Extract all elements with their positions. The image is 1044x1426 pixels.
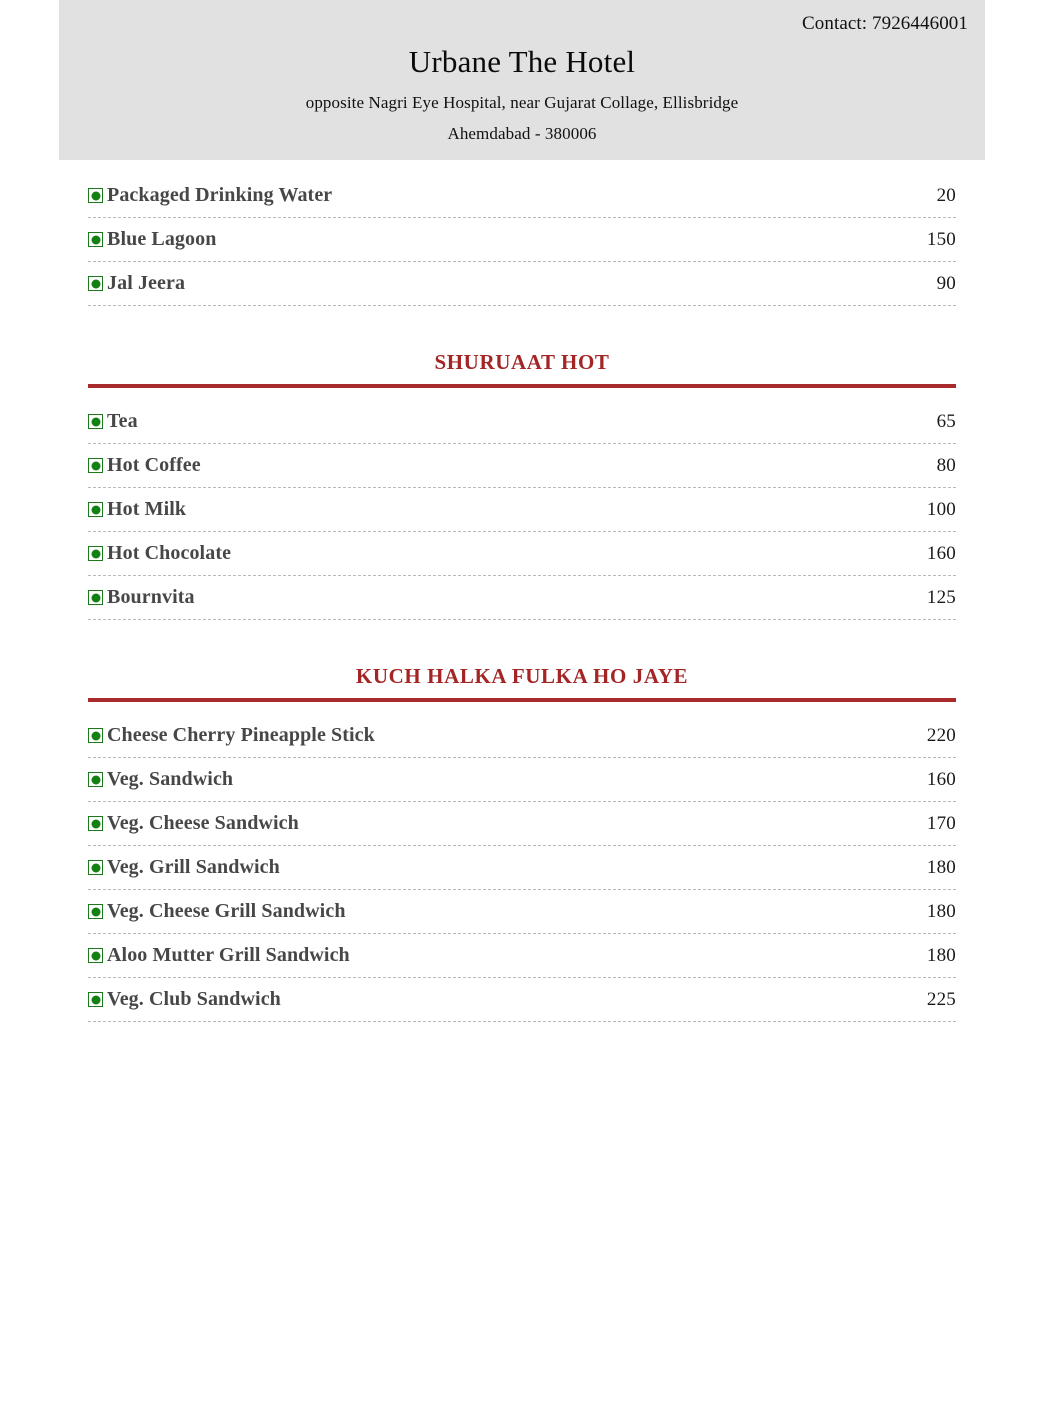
menu-item-left	[88, 812, 907, 835]
veg-indicator-icon	[88, 772, 103, 787]
menu-item-name: Tea	[107, 410, 138, 432]
menu-item-row[interactable]	[88, 400, 956, 444]
menu-item-row[interactable]	[88, 444, 956, 488]
menu-item-left	[88, 988, 907, 1011]
contact-number: Contact: 7926446001	[801, 13, 968, 34]
menu-item-left	[88, 498, 907, 521]
menu-item-price: 180	[926, 856, 956, 878]
menu-item-row[interactable]	[88, 174, 956, 218]
section-divider-rule	[88, 698, 956, 702]
menu-item-row[interactable]	[88, 714, 956, 758]
menu-item-left	[88, 454, 917, 477]
menu-item-list	[88, 708, 956, 1022]
menu-item-price: 220	[926, 724, 956, 746]
menu-item-name: Jal Jeera	[107, 272, 186, 294]
menu-item-price: 90	[936, 272, 956, 294]
veg-indicator-icon	[88, 546, 103, 561]
menu-item-name: Veg. Cheese Sandwich	[107, 812, 299, 834]
veg-indicator-icon	[88, 816, 103, 831]
menu-item-name: Hot Coffee	[107, 454, 201, 476]
veg-indicator-icon	[88, 992, 103, 1007]
menu-item-price: 100	[926, 498, 956, 520]
menu-item-name: Veg. Club Sandwich	[107, 988, 281, 1010]
menu-item-price: 160	[926, 542, 956, 564]
veg-indicator-icon	[88, 904, 103, 919]
menu-item-left	[88, 272, 917, 295]
menu-item-left	[88, 410, 917, 433]
veg-indicator-icon	[88, 232, 103, 247]
menu-item-name: Cheese Cherry Pineapple Stick	[107, 724, 375, 746]
menu-item-price: 180	[926, 944, 956, 966]
menu-item-price: 80	[936, 454, 956, 476]
veg-indicator-icon	[88, 414, 103, 429]
menu-item-row[interactable]	[88, 758, 956, 802]
menu-section-header	[88, 306, 956, 388]
menu-item-row[interactable]	[88, 532, 956, 576]
menu-item-list	[88, 394, 956, 620]
address-line-2: Ahemdabad - 380006	[447, 124, 597, 144]
menu-item-row[interactable]	[88, 576, 956, 620]
menu-item-left	[88, 724, 907, 747]
menu-item-left	[88, 184, 917, 207]
restaurant-header	[59, 0, 985, 160]
menu-item-price: 160	[926, 768, 956, 790]
page-title: Urbane The Hotel	[408, 43, 636, 79]
menu-item-row[interactable]	[88, 890, 956, 934]
menu-item-name: Packaged Drinking Water	[107, 184, 333, 206]
menu-item-price: 170	[926, 812, 956, 834]
veg-indicator-icon	[88, 458, 103, 473]
menu-item-left	[88, 856, 907, 879]
menu-item-row[interactable]	[88, 802, 956, 846]
menu-item-row[interactable]	[88, 218, 956, 262]
menu-item-left	[88, 542, 907, 565]
menu-item-left	[88, 900, 907, 923]
veg-indicator-icon	[88, 948, 103, 963]
menu-item-name: Bournvita	[107, 586, 195, 608]
menu-item-price: 150	[926, 228, 956, 250]
menu-section-header	[88, 620, 956, 702]
address-line-1: opposite Nagri Eye Hospital, near Gujarat Collage, Ellisbridge	[305, 92, 739, 112]
menu-item-name: Veg. Cheese Grill Sandwich	[107, 900, 346, 922]
menu-item-row[interactable]	[88, 262, 956, 306]
menu-item-name: Aloo Mutter Grill Sandwich	[107, 944, 350, 966]
menu-item-name: Hot Chocolate	[107, 542, 232, 564]
menu-item-row[interactable]	[88, 934, 956, 978]
menu-item-name: Blue Lagoon	[107, 228, 217, 250]
menu-item-price: 20	[936, 184, 956, 206]
veg-indicator-icon	[88, 590, 103, 605]
menu-item-name: Veg. Grill Sandwich	[107, 856, 280, 878]
menu-item-price: 65	[936, 410, 956, 432]
menu-item-row[interactable]	[88, 488, 956, 532]
menu-item-left	[88, 586, 907, 609]
section-divider-rule	[88, 384, 956, 388]
menu-item-price: 225	[926, 988, 956, 1010]
veg-indicator-icon	[88, 728, 103, 743]
veg-indicator-icon	[88, 860, 103, 875]
menu-item-name: Veg. Sandwich	[107, 768, 234, 790]
menu-item-row[interactable]	[88, 978, 956, 1022]
menu-item-price: 125	[926, 586, 956, 608]
menu-item-name: Hot Milk	[107, 498, 187, 520]
menu-body	[0, 160, 1044, 1022]
menu-item-left	[88, 768, 907, 791]
section-title: SHURUAAT HOT	[434, 350, 610, 374]
veg-indicator-icon	[88, 188, 103, 203]
veg-indicator-icon	[88, 276, 103, 291]
menu-item-list	[88, 160, 956, 306]
menu-item-left	[88, 228, 907, 251]
veg-indicator-icon	[88, 502, 103, 517]
menu-item-left	[88, 944, 907, 967]
menu-item-row[interactable]	[88, 846, 956, 890]
section-title: KUCH HALKA FULKA HO JAYE	[355, 664, 689, 688]
menu-item-price: 180	[926, 900, 956, 922]
